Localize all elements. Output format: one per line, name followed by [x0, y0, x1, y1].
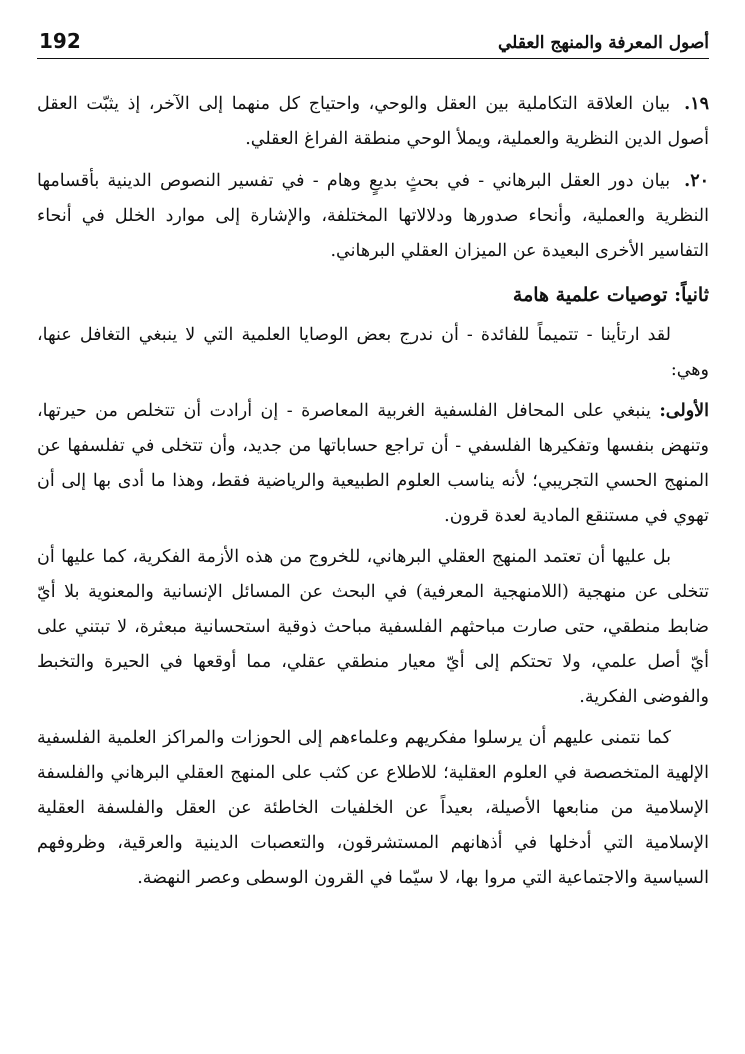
first-recommendation-lead: الأولى: — [659, 401, 709, 421]
first-recommendation — [37, 394, 709, 534]
list-item-20 — [37, 164, 709, 269]
section-heading: ثانياً: توصيات علمية هامة — [512, 284, 709, 306]
book-page — [37, 26, 709, 902]
item-number: ٢٠. — [684, 171, 709, 191]
running-title: أصول المعرفة والمنهج العقلي — [498, 33, 709, 53]
list-item-19 — [37, 87, 709, 157]
paragraph-3: كما نتمنى عليهم أن يرسلوا مفكريهم وعلماءهم إلى الحوزات والمراكز العلمية الفلسفية الإلهية المتخصصة في العلوم العقلية؛ للاطلاع عن كثب على المنهج العقلي البرهاني والفلسفة الإسلامية من منابعها الأصيلة، بعيداً عن الخلفيات الخاطئة عن العقل والفلسفة العقلية الإسلامية التي أدخلها في أذهانهم المستشرقون، والتعصبات الدينية والعرقية، وظروفهم السياسية والاجتماعية التي مروا بها، لا سيّما في القرون الوسطى وعصر النهضة. — [37, 728, 709, 888]
item-text: بيان دور العقل البرهاني - في بحثٍ بديعٍ وهام - في تفسير النصوص الدينية بأقسامها النظرية والعملية، وأنحاء صدورها ودلالاتها المختلفة، والإشارة إلى موارد الخلل في أنحاء التفاسير الأخرى البعيدة عن الميزان العقلي البرهاني. — [37, 171, 709, 261]
item-text: بيان العلاقة التكاملية بين العقل والوحي، واحتياج كل منهما إلى الآخر، إذ يثبّت العقل أصول الدين النظرية والعملية، ويملأ الوحي منطقة الفراغ العقلي. — [37, 94, 709, 149]
page-number: 192 — [39, 29, 81, 53]
paragraph-2: بل عليها أن تعتمد المنهج العقلي البرهاني، للخروج من هذه الأزمة الفكرية، كما عليها أن تتخلى عن منهجية (اللامنهجية المعرفية) في البحث عن المسائل الإنسانية والمعنوية بلا أيّ ضابط منطقي، حتى صارت مباحثهم الفلسفية مباحث ذوقية استحسانية مبعثرة، لا تبتني على أيّ أصل علمي، ولا تحتكم إلى أيّ معيار منطقي عقلي، مما أوقعها في الحيرة والتخبط والفوضى الفكرية. — [37, 547, 709, 707]
item-number: ١٩. — [684, 94, 709, 114]
first-recommendation-text: ينبغي على المحافل الفلسفية الغربية المعاصرة - إن أرادت أن تتخلص من حيرتها، وتنهض بنفسها وتفكيرها الفلسفي - أن تراجع حساباتها من جديد، وأن تتخلى في تفلسفها عن المنهج الحسي التجريبي؛ لأنه يناسب العلوم الطبيعية والرياضية فقط، وهذا ما أدى بها إلى أن تهوي في مستنقع المادية لعدة قرون. — [37, 401, 709, 526]
page-body — [37, 87, 709, 896]
intro-paragraph: لقد ارتأينا - تتميماً للفائدة - أن ندرج بعض الوصايا العلمية التي لا ينبغي التغافل عنها، وهي: — [37, 325, 709, 380]
page-header — [37, 26, 709, 59]
